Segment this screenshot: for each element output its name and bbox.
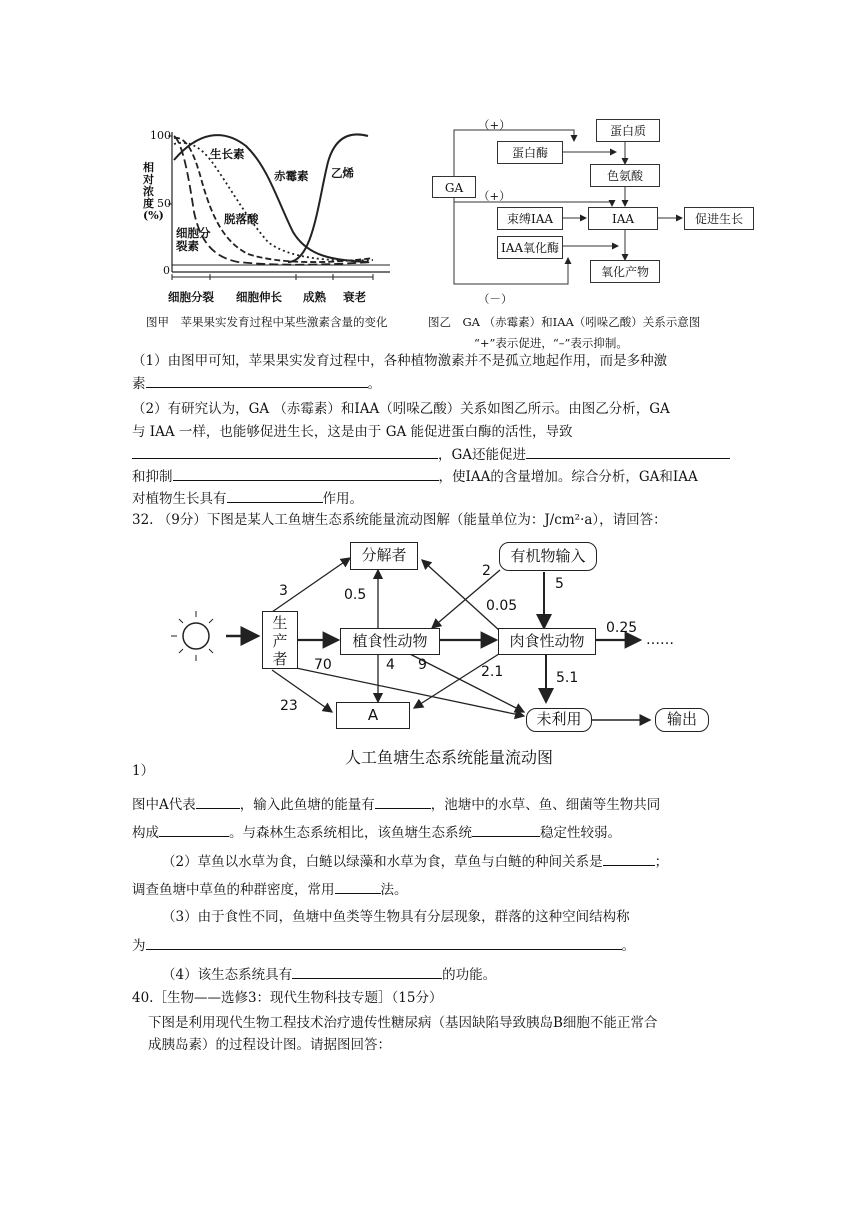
node-promote-growth: 促进生长	[684, 207, 754, 230]
stage-senescence: 衰老	[343, 290, 366, 304]
flow-value-3: 3	[279, 583, 288, 599]
curve-label-gibberellin: 赤霉素	[274, 169, 309, 183]
figure-jia-hormone-curves	[128, 122, 398, 312]
curve-label-ethylene: 乙烯	[331, 166, 354, 180]
flow-value-9: 9	[418, 657, 427, 673]
flow-value-2-1: 2.1	[481, 664, 504, 680]
answer-blank[interactable]	[146, 373, 368, 388]
curve-label-growth: 生长素	[210, 147, 245, 161]
figure-jia-caption: 图甲 苹果果实发育过程中某些激素含量的变化	[146, 315, 388, 329]
energy-flow-diagram	[160, 536, 720, 736]
flow-value-0-5: 0.5	[344, 587, 367, 603]
stage-division: 细胞分裂	[168, 290, 214, 304]
curve-label-abscisic: 脱落酸	[224, 212, 259, 226]
y-tick-0: 0	[163, 264, 170, 277]
node-output: 输出	[655, 708, 709, 732]
q40-line2: 成胰岛素）的过程设计图。请据图回答：	[148, 1037, 391, 1053]
stage-maturity: 成熟	[303, 290, 326, 304]
q40-line1: 下图是利用现代生物工程技术治疗遗传性糖尿病（基因缺陷导致胰岛B细胞不能正常合	[148, 1015, 658, 1031]
node-carnivore: 肉食性动物	[498, 628, 596, 655]
q32-heading: 32. （9分）下图是某人工鱼塘生态系统能量流动图解（能量单位为：J/cm²·a），请回答：	[132, 512, 667, 528]
q32-part4-line1: （4）该生态系统具有 的功能。	[162, 964, 496, 985]
sun-icon	[171, 611, 213, 661]
answer-blank[interactable]	[196, 794, 240, 809]
answer-blank[interactable]	[146, 935, 622, 950]
q32-part1-line2: 构成 。与森林生态系统相比，该鱼塘生态系统 稳定性较弱。	[132, 822, 621, 843]
q31-part2-line5: 对植物生长具有 作用。	[132, 488, 363, 509]
y-tick-100: 100	[150, 129, 171, 142]
q31-part2-line2: 与 IAA 一样，也能够促进生长，这是由于 GA 能促进蛋白酶的活性，导致	[132, 424, 573, 440]
flow-value-5-1: 5.1	[556, 670, 579, 686]
node-a: A	[336, 702, 410, 729]
node-tryptophan: 色氨酸	[590, 164, 660, 187]
q31-part2-line1: （2）有研究认为，GA （赤霉素）和IAA（吲哚乙酸）关系如图乙所示。由图乙分析，GA	[132, 401, 670, 417]
minus-sign: （－）	[478, 292, 513, 306]
q31-part1-line1: （1）由图甲可知，苹果果实发育过程中，各种植物激素并不是孤立地起作用，而是多种激	[132, 353, 668, 369]
q32-part1-line1: 图中A代表 ，输入此鱼塘的能量有 ，池塘中的水草、鱼、细菌等生物共同	[132, 794, 660, 815]
flow-value-23: 23	[280, 698, 298, 714]
figure-yi-caption: 图乙 GA （赤霉素）和IAA（吲哚乙酸）关系示意图	[428, 315, 701, 329]
node-oxidation-product: 氧化产物	[590, 260, 660, 283]
stage-elongation: 细胞伸长	[236, 290, 282, 304]
node-organic-input: 有机物输入	[499, 542, 597, 571]
flow-value-5: 5	[555, 576, 564, 592]
q31-part1-line2: 素 。	[132, 373, 381, 394]
flow-value-0-05: 0.05	[486, 598, 518, 614]
node-producer: 生产者	[262, 611, 298, 669]
answer-blank[interactable]	[375, 794, 431, 809]
node-iaa: IAA	[588, 207, 658, 230]
node-unused: 未利用	[526, 708, 592, 732]
node-bound-iaa: 束缚IAA	[497, 207, 563, 230]
node-protein: 蛋白质	[596, 119, 660, 142]
answer-blank[interactable]	[173, 466, 439, 481]
answer-blank[interactable]	[335, 879, 381, 894]
q31-part2-line3: ，GA还能促进	[132, 444, 730, 465]
q32-part3-line1: （3）由于食性不同，鱼塘中鱼类等生物具有分层现象，群落的这种空间结构称	[162, 909, 630, 925]
answer-blank[interactable]	[526, 444, 730, 459]
curve-label-cytokinin: 细胞分裂素	[176, 226, 211, 253]
q32-part2-line1: （2）草鱼以水草为食，白鲢以绿藻和水草为食，草鱼与白鲢的种间关系是 ；	[162, 851, 668, 872]
flow-value-0-25: 0.25	[606, 620, 638, 636]
flow-value-70: 70	[314, 657, 332, 673]
answer-blank[interactable]	[132, 444, 438, 459]
y-axis-label: 相对浓度(%)	[143, 161, 164, 222]
y-tick-50: 50	[157, 197, 171, 210]
flow-continuation: ……	[646, 632, 674, 648]
answer-blank[interactable]	[292, 964, 442, 979]
plus-sign-middle: （+）	[478, 189, 511, 203]
figure-yi-caption-note: “+”表示促进，“–”表示抑制。	[474, 336, 628, 350]
q32-part-label: 1）	[132, 763, 155, 779]
q32-part3-line2: 为 。	[132, 935, 635, 956]
flow-value-2: 2	[482, 563, 491, 579]
node-herbivore: 植食性动物	[340, 628, 440, 655]
node-decomposer: 分解者	[350, 542, 418, 570]
node-ga: GA	[432, 176, 476, 198]
q32-part2-line2: 调查鱼塘中草鱼的种群密度，常用 法。	[132, 879, 408, 900]
answer-blank[interactable]	[159, 822, 229, 837]
q31-part2-line4: 和抑制 ，使IAA的含量增加。综合分析，GA和IAA	[132, 466, 698, 487]
plus-sign-top: （+）	[478, 118, 511, 132]
node-iaa-oxidase: IAA氧化酶	[497, 236, 563, 259]
answer-blank[interactable]	[227, 488, 323, 503]
flow-value-4: 4	[386, 657, 395, 673]
node-protease: 蛋白酶	[497, 141, 563, 164]
answer-blank[interactable]	[603, 851, 655, 866]
answer-blank[interactable]	[472, 822, 540, 837]
energy-flow-title: 人工鱼塘生态系统能量流动图	[345, 748, 554, 767]
q40-heading: 40.［生物——选修3：现代生物科技专题］（15分）	[132, 990, 443, 1006]
